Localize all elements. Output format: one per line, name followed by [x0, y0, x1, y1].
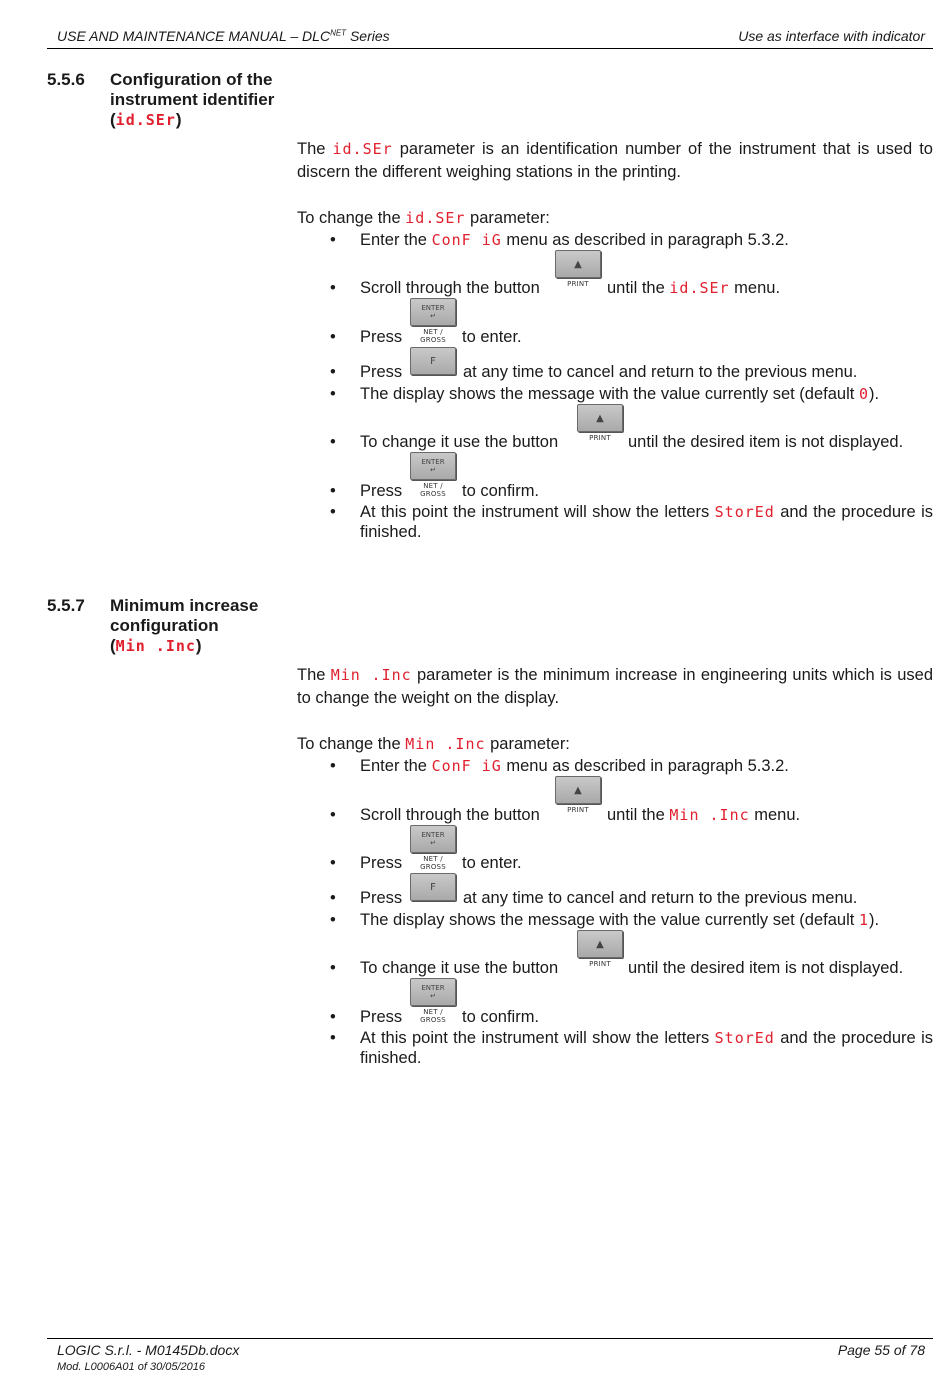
list-item-cont: until the desired item is not displayed. [628, 959, 904, 977]
list-item: Press [360, 889, 403, 907]
list-item-cont: until the desired item is not displayed. [628, 433, 904, 451]
list-item-cont: at any time to cancel and return to the previous menu. [463, 363, 858, 381]
section-intro: The id.SEr parameter is an identification number of the instrument that is used to discern the different weighing stations in the printing. [297, 140, 933, 181]
param-code: id.SEr [332, 140, 393, 158]
list-item: To change it use the button [360, 433, 559, 451]
enter-key[interactable]: ENTER ↵ NET / GROSS [410, 298, 456, 344]
list-item-cont: to confirm. [462, 482, 540, 500]
enter-key[interactable]: ENTER ↵ NET / GROSS [410, 978, 456, 1024]
list-item: The display shows the message with the value currently set (default 1). [360, 911, 880, 929]
section-number: 5.5.7 [47, 596, 85, 615]
header-section: Use as interface with indicator [738, 28, 925, 44]
list-item: The display shows the message with the value currently set (default 0). [360, 385, 880, 403]
bullet-dot: • [330, 806, 336, 824]
bullet-dot: • [330, 328, 336, 346]
bullet-dot: • [330, 1008, 336, 1026]
bullet-dot: • [330, 911, 336, 929]
param-code: Min .Inc [330, 666, 412, 684]
list-item: Scroll through the button [360, 806, 540, 824]
section-title: Configuration of the instrument identifier (id.SEr) [110, 70, 275, 129]
list-item-cont: at any time to cancel and return to the previous menu. [463, 889, 858, 907]
section-number: 5.5.6 [47, 70, 85, 89]
footer-rule [47, 1338, 933, 1339]
f-key[interactable]: F [410, 873, 456, 901]
list-item-cont: to enter. [462, 328, 522, 346]
bullet-dot: • [330, 363, 336, 381]
enter-key[interactable]: ENTER ↵ NET / GROSS [410, 452, 456, 498]
page-number: Page 55 of 78 [837, 1342, 925, 1358]
list-item: Scroll through the button [360, 279, 540, 297]
list-item-cont: until the Min .Inc menu. [607, 806, 801, 824]
header-rule [47, 48, 933, 49]
footer-doc: LOGIC S.r.l. - M0145Db.docx [57, 1342, 240, 1358]
list-item-cont: to confirm. [462, 1008, 540, 1026]
footer-mod: Mod. L0006A01 of 30/05/2016 [57, 1361, 206, 1373]
enter-key[interactable]: ENTER ↵ NET / GROSS [410, 825, 456, 871]
change-intro: To change the id.SEr parameter: [297, 209, 550, 227]
section-intro: The Min .Inc parameter is the minimum increase in engineering units which is used to change the weight on the display. [297, 666, 933, 707]
list-item: Press [360, 854, 403, 872]
bullet-dot: • [330, 482, 336, 500]
print-key[interactable]: ▲ PRINT [577, 404, 623, 442]
list-item: Press [360, 482, 403, 500]
section-title: Minimum increase configuration (Min .Inc) [110, 596, 259, 655]
bullet-dot: • [330, 959, 336, 977]
bullet-dot: • [330, 385, 336, 403]
list-item: Enter the ConF iG menu as described in paragraph 5.3.2. [360, 231, 789, 249]
list-item: At this point the instrument will show the letters StorEd and the procedure is finished. [360, 503, 933, 541]
bullet-dot: • [330, 757, 336, 775]
list-item: Press [360, 1008, 403, 1026]
bullet-dot: • [330, 889, 336, 907]
list-item-cont: to enter. [462, 854, 522, 872]
bullet-dot: • [330, 433, 336, 451]
print-key[interactable]: ▲ PRINT [555, 250, 601, 288]
print-key[interactable]: ▲ PRINT [577, 930, 623, 968]
change-intro: To change the Min .Inc parameter: [297, 735, 570, 753]
list-item: Press [360, 363, 403, 381]
list-item: Enter the ConF iG menu as described in paragraph 5.3.2. [360, 757, 789, 775]
bullet-dot: • [330, 854, 336, 872]
bullet-dot: • [330, 1029, 336, 1047]
list-item: At this point the instrument will show the letters StorEd and the procedure is finished. [360, 1029, 933, 1067]
header-title: USE AND MAINTENANCE MANUAL – $DLC^{NET}$ Series [57, 28, 390, 44]
bullet-dot: • [330, 231, 336, 249]
bullet-dot: • [330, 503, 336, 521]
f-key[interactable]: F [410, 347, 456, 375]
print-key[interactable]: ▲ PRINT [555, 776, 601, 814]
list-item-cont: until the id.SEr menu. [607, 279, 781, 297]
list-item: To change it use the button [360, 959, 559, 977]
bullet-dot: • [330, 279, 336, 297]
list-item: Press [360, 328, 403, 346]
